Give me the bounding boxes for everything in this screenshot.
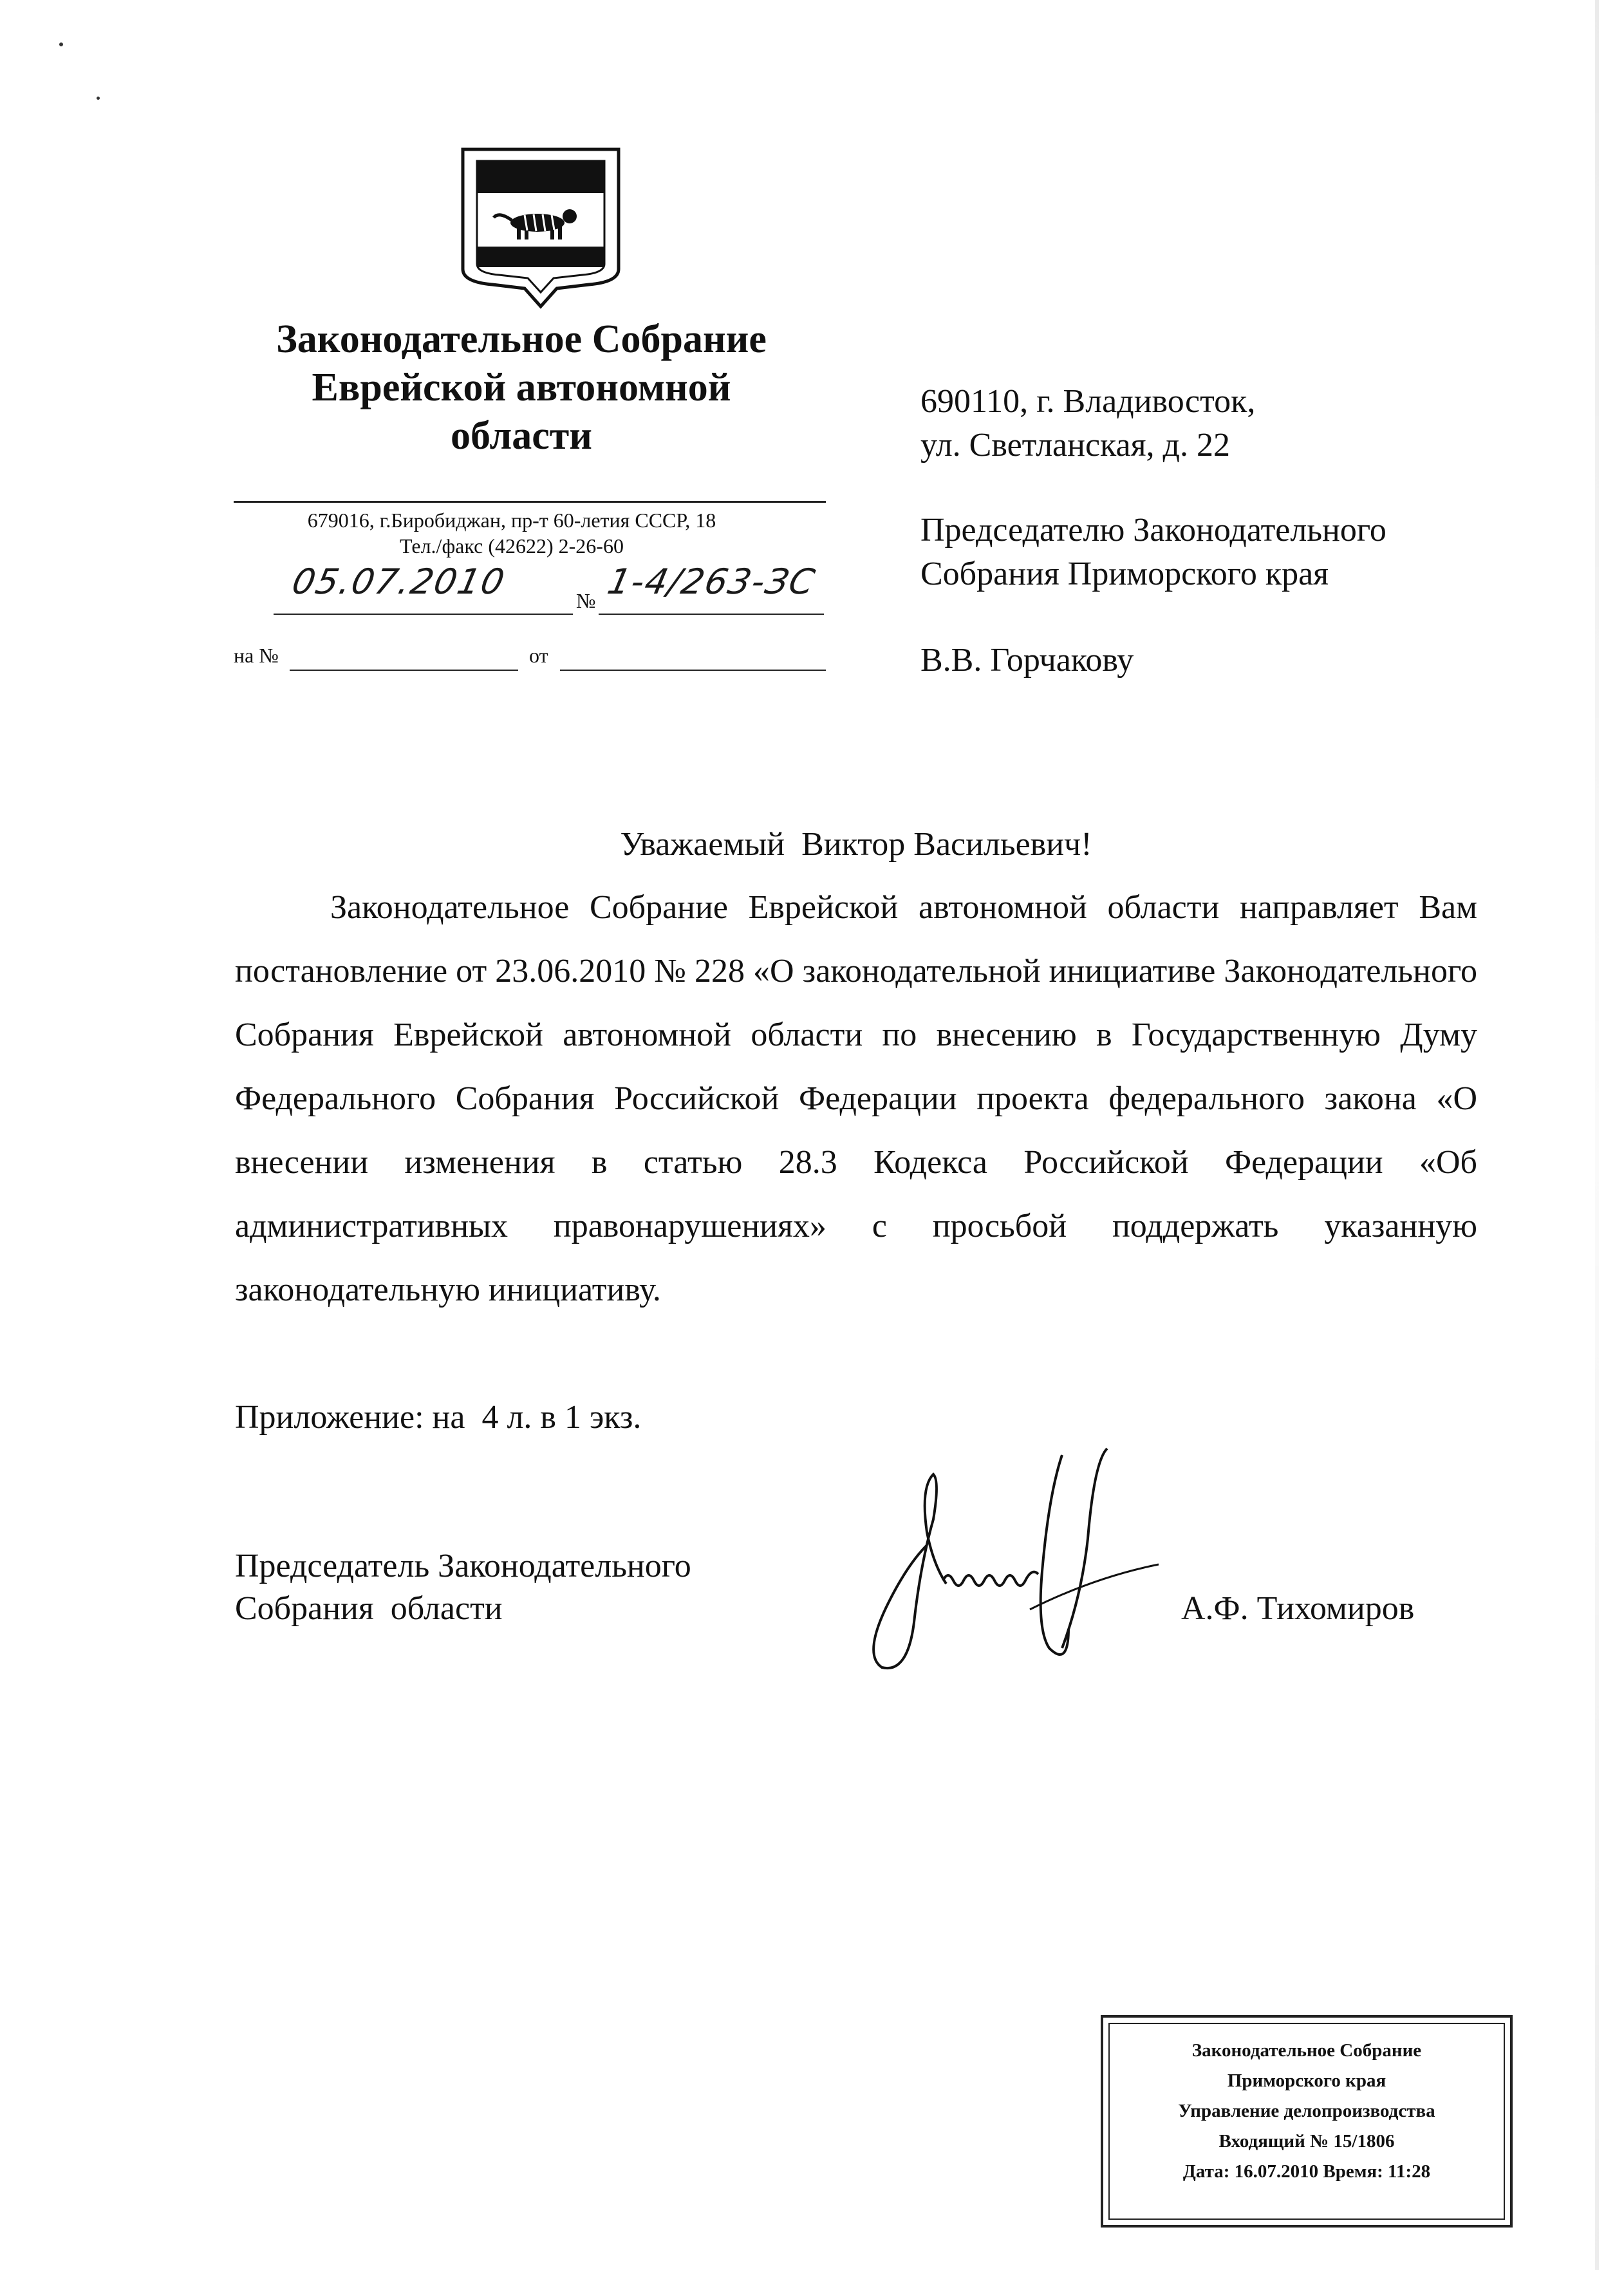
stamp-line-1: Законодательное Собрание [1191,2040,1422,2061]
org-title-line-1: Законодательное Собрание [276,317,767,361]
number-label: № [576,589,596,612]
sender-address: 679016, г.Биробиджан, пр-т 60-летия СССР, 18 [307,509,716,532]
reference-from-label: от [529,644,548,667]
recipient-title-line-1: Председателю Законодательного [920,512,1386,549]
letter-body-paragraph: Законодательное Собрание Еврейской автономной области направляет Вам постановление от 23.06.2010 № 228 «О законодательной инициативе Законодательного Собрания Еврейской автономной области по внесению в Государственную Думу Федерального Собрания Российской Федерации проекта федерального закона «О внесении изменения в статью 28.3 Кодекса Российской Федерации «Об административных правонарушениях» с просьбой поддержать указанную законодательную инициативу. [235,889,1477,1308]
scan-speck [59,42,63,46]
header-rule [234,501,826,503]
stamp-line-5: Дата: 16.07.2010 Время: 11:28 [1182,2161,1431,2182]
recipient-name: В.В. Горчакову [920,642,1134,679]
reference-date-blank [560,670,826,671]
scan-edge-noise [1595,0,1599,2270]
outgoing-number: 1-4/263-ЗС [604,561,819,602]
signatory-position-line-1: Председатель Законодательного [235,1548,691,1584]
org-title-line-2: Еврейской автономной [312,366,731,409]
reference-number-label: на № [234,644,279,667]
signatory-position-line-2: Собрания области [235,1590,503,1627]
date-underline [274,614,573,615]
recipient-address-line-2: ул. Светланская, д. 22 [920,427,1230,464]
salutation: Уважаемый Виктор Васильевич! [620,826,1092,863]
outgoing-date: 05.07.2010 [288,561,509,602]
handwritten-signature [837,1436,1197,1680]
number-underline [599,614,824,615]
incoming-registration-stamp [1101,2015,1513,2228]
org-title-line-3: области [451,414,592,458]
stamp-line-4: Входящий № 15/1806 [1218,2131,1395,2152]
scan-speck [97,97,100,100]
sender-org-title [219,315,824,460]
coat-of-arms-emblem [460,147,621,309]
recipient-title-line-2: Собрания Приморского края [920,556,1329,592]
reference-number-blank [290,670,518,671]
recipient-address-line-1: 690110, г. Владивосток, [920,383,1256,420]
stamp-line-3: Управление делопроизводства [1178,2101,1435,2121]
sender-phone: Тел./факс (42622) 2-26-60 [400,534,624,558]
signatory-name: А.Ф. Тихомиров [1181,1590,1415,1627]
attachment-note: Приложение: на 4 л. в 1 экз. [235,1399,642,1436]
stamp-line-2: Приморского края [1227,2070,1386,2091]
